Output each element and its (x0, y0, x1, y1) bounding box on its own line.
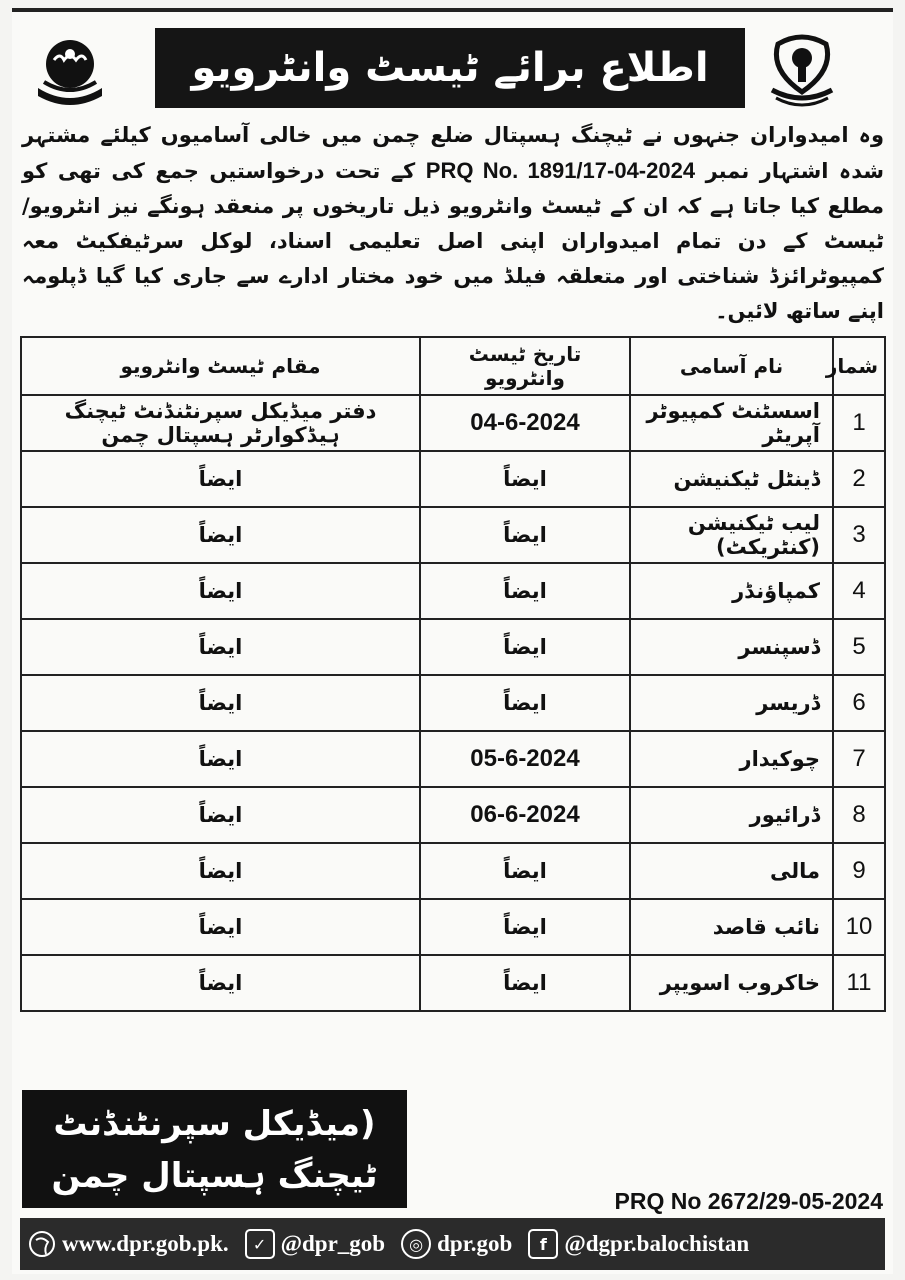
table-row (21, 395, 885, 451)
row-serial: 2 (833, 451, 885, 507)
row-date: 04-6-2024 (420, 395, 630, 451)
row-place: ایضاً (21, 955, 420, 1011)
intro-text-part2: کے تحت درخواستیں جمع کی تھی کو مطلع کیا جاتا ہے کہ ان کے ٹیسٹ وانٹرویو ذیل تاریخوں پر منعقد ہونگے نیز انٹرویو/ٹیسٹ کے دن تمام امیدواران اپنی اصل تعلیمی اسناد، لوکل سرٹیفکیٹ معہ کمپیوٹرائزڈ شناختی اور متعلقہ فیلڈ میں خود مختار ادارے سے جاری کیا گیا ڈپلومہ اپنے ساتھ لائیں۔ (22, 159, 884, 323)
row-place: ایضاً (21, 843, 420, 899)
instagram-icon: ◎ (401, 1229, 431, 1259)
prq-number: PRQ No 2672/29-05-2024 (614, 1188, 883, 1214)
row-place: ایضاً (21, 899, 420, 955)
row-post: خاکروب اسویپر (630, 955, 833, 1011)
header-serial: شمار (833, 337, 885, 395)
header-post: نام آسامی (630, 337, 833, 395)
row-date: 05-6-2024 (420, 731, 630, 787)
row-serial: 11 (833, 955, 885, 1011)
signature-line-2: ٹیچنگ ہسپتال چمن (51, 1156, 378, 1196)
header-place: مقام ٹیسٹ وانٹرویو (21, 337, 420, 395)
row-place: ایضاً (21, 563, 420, 619)
row-post: اسسٹنٹ کمپیوٹر آپریٹر (630, 395, 833, 451)
row-serial: 8 (833, 787, 885, 843)
facebook-text: @dgpr.balochistan (564, 1231, 750, 1256)
table-row (21, 899, 885, 955)
row-post: ڈریسر (630, 675, 833, 731)
notice-title: اطلاع برائے ٹیسٹ وانٹرویو (155, 28, 745, 108)
row-serial: 6 (833, 675, 885, 731)
row-serial: 10 (833, 899, 885, 955)
footer-bar (20, 1218, 885, 1270)
row-serial: 5 (833, 619, 885, 675)
twitter-icon: ✓ (245, 1229, 275, 1259)
globe-icon (28, 1230, 56, 1258)
row-serial: 3 (833, 507, 885, 563)
footer-website[interactable] (28, 1230, 229, 1258)
signature-line-1: (میڈیکل سپرنٹنڈنٹ (53, 1104, 376, 1144)
website-text: www.dpr.gob.pk. (62, 1231, 229, 1256)
row-place: ایضاً (21, 731, 420, 787)
row-place: ایضاً (21, 787, 420, 843)
signature-block (22, 1090, 407, 1208)
footer-twitter[interactable] (245, 1229, 385, 1259)
table-header-row (21, 337, 885, 395)
row-post: مالی (630, 843, 833, 899)
row-post: کمپاؤنڈر (630, 563, 833, 619)
instagram-text: dpr.gob (437, 1231, 513, 1256)
footer-instagram[interactable] (401, 1229, 512, 1259)
reference-prq-number: PRQ No. 1891/17-04-2024 (425, 158, 696, 183)
table-row (21, 451, 885, 507)
row-date: ایضاً (420, 507, 630, 563)
row-place: دفتر میڈیکل سپرنٹنڈنٹ ٹیچنگ ہیڈکوارٹر ہسپتال چمن (21, 395, 420, 451)
row-serial: 4 (833, 563, 885, 619)
row-serial: 1 (833, 395, 885, 451)
table-row (21, 955, 885, 1011)
row-date: ایضاً (420, 619, 630, 675)
intro-text-part1: وہ امیدواران جنہوں نے ٹیچنگ ہسپتال ضلع چمن میں خالی آسامیوں کیلئے مشتہر شدہ اشتہار نمبر (22, 123, 885, 183)
row-place: ایضاً (21, 675, 420, 731)
table-row (21, 619, 885, 675)
row-place: ایضاً (21, 619, 420, 675)
row-date: 06-6-2024 (420, 787, 630, 843)
row-post: چوکیدار (630, 731, 833, 787)
footer-facebook[interactable] (528, 1229, 749, 1259)
table-row (21, 843, 885, 899)
row-serial: 9 (833, 843, 885, 899)
row-post: نائب قاصد (630, 899, 833, 955)
table-row (21, 563, 885, 619)
row-post: ڈینٹل ٹیکنیشن (630, 451, 833, 507)
row-date: ایضاً (420, 899, 630, 955)
table-row (21, 787, 885, 843)
row-date: ایضاً (420, 563, 630, 619)
schedule-table (20, 336, 886, 1012)
hospital-emblem-icon (762, 30, 842, 110)
table-row (21, 507, 885, 563)
table-row (21, 731, 885, 787)
row-serial: 7 (833, 731, 885, 787)
row-date: ایضاً (420, 843, 630, 899)
row-post: ڈرائیور (630, 787, 833, 843)
row-date: ایضاً (420, 451, 630, 507)
balochistan-emblem-icon (30, 30, 110, 110)
row-post: ڈسپنسر (630, 619, 833, 675)
twitter-text: @dpr_gob (280, 1231, 386, 1256)
row-date: ایضاً (420, 675, 630, 731)
facebook-icon: f (528, 1229, 558, 1259)
header-date: تاریخ ٹیسٹ وانٹرویو (420, 337, 630, 395)
row-place: ایضاً (21, 451, 420, 507)
row-post: لیب ٹیکنیشن (کنٹریکٹ) (630, 507, 833, 563)
intro-paragraph (22, 118, 884, 329)
row-place: ایضاً (21, 507, 420, 563)
table-row (21, 675, 885, 731)
row-date: ایضاً (420, 955, 630, 1011)
